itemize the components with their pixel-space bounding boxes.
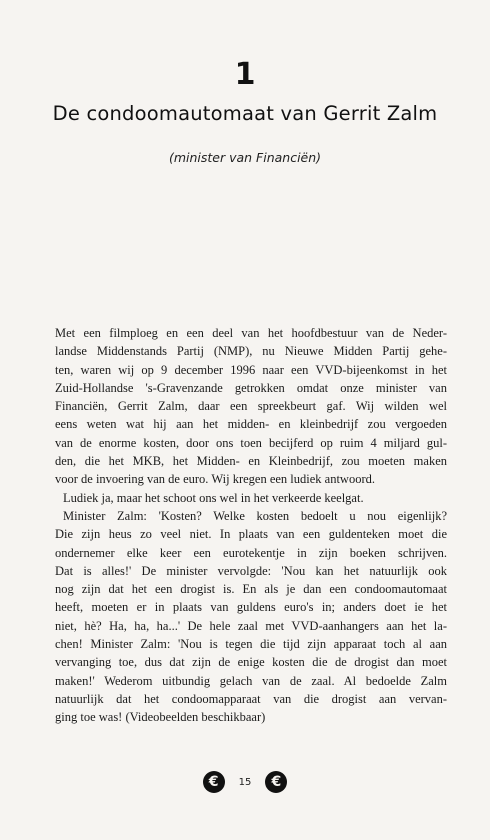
body-line: voor de invoering van de euro. Wij kregen een ludiek antwoord. [55, 472, 376, 487]
body-line: Met een filmploeg en een deel van het hoofdbestuur van de Neder- [55, 326, 447, 340]
body-line: Financiën, Gerrit Zalm, daar een spreekbeurt gaf. Wij wilden wel [55, 399, 447, 414]
body-line: eens weten wat hij aan het midden- en kleinbedrijf zou vergoeden [55, 417, 447, 432]
body-line: Zuid-Hollandse 's-Gravenzande getrokken omdat onze minister van [55, 380, 447, 395]
page-footer [0, 771, 490, 793]
chapter-number: 1 [234, 57, 256, 92]
body-line: Dat is alles!' De minister vervolgde: 'Nou kan het natuurlijk ook [55, 563, 447, 578]
body-line: natuurlijk dat het condoomapparaat van die drogist aan vervan- [55, 691, 447, 706]
page-number: 15 [238, 776, 252, 788]
chapter-subtitle: (minister van Financiën) [168, 150, 322, 165]
body-line: landse Middenstands Partij (NMP), nu Nieuwe Midden Partij gehe- [55, 344, 447, 359]
body-line: ging toe was! (Videobeelden beschikbaar) [55, 710, 266, 725]
body-line: niet, hè? Ha, ha, ha...' De hele zaal met VVD-aanhangers aan het la- [55, 618, 447, 633]
body-line: ten, waren wij op 9 december 1996 naar een VVD-bijeenkomst in het [55, 362, 447, 377]
body-line: Die zijn heus zo veel niet. In plaats van een guldenteken moet die [55, 527, 447, 542]
body-line: maken!' Wederom uitbundig gelach van de zaal. Al bedoelde Zalm [55, 673, 447, 688]
body-line: ondernemer elke keer een eurotekentje in zijn boeken schrijven. [55, 545, 447, 560]
body-line: vervanging toe, dus dat zijn de enige kosten die de drogist dan moet [55, 655, 447, 670]
body-line: heeft, moeten er in plaats van guldens euro's in; anders doet ie het [55, 600, 447, 615]
body-line: van de enorme kosten, door ons toen becijferd op ruim 4 miljard gul- [55, 435, 447, 450]
euro-ornament-icon: € [203, 771, 225, 793]
body-line: nog zijn dat het een drogist is. En als je dan een condoomautomaat [55, 582, 447, 597]
body-line: chen! Minister Zalm: 'Nou is tegen die tijd zijn apparaat toch al aan [55, 637, 447, 652]
body-line: Ludiek ja, maar het schoot ons wel in het verkeerde keelgat. [63, 490, 364, 505]
body-line: Minister Zalm: 'Kosten? Welke kosten bedoelt u nou eigenlijk? [63, 508, 447, 523]
body-text [55, 324, 447, 727]
body-line: den, die het MKB, het Midden- en Kleinbedrijf, zou moeten maken [55, 454, 447, 469]
chapter-title: De condoomautomaat van Gerrit Zalm [52, 102, 438, 125]
euro-ornament-icon: € [265, 771, 287, 793]
